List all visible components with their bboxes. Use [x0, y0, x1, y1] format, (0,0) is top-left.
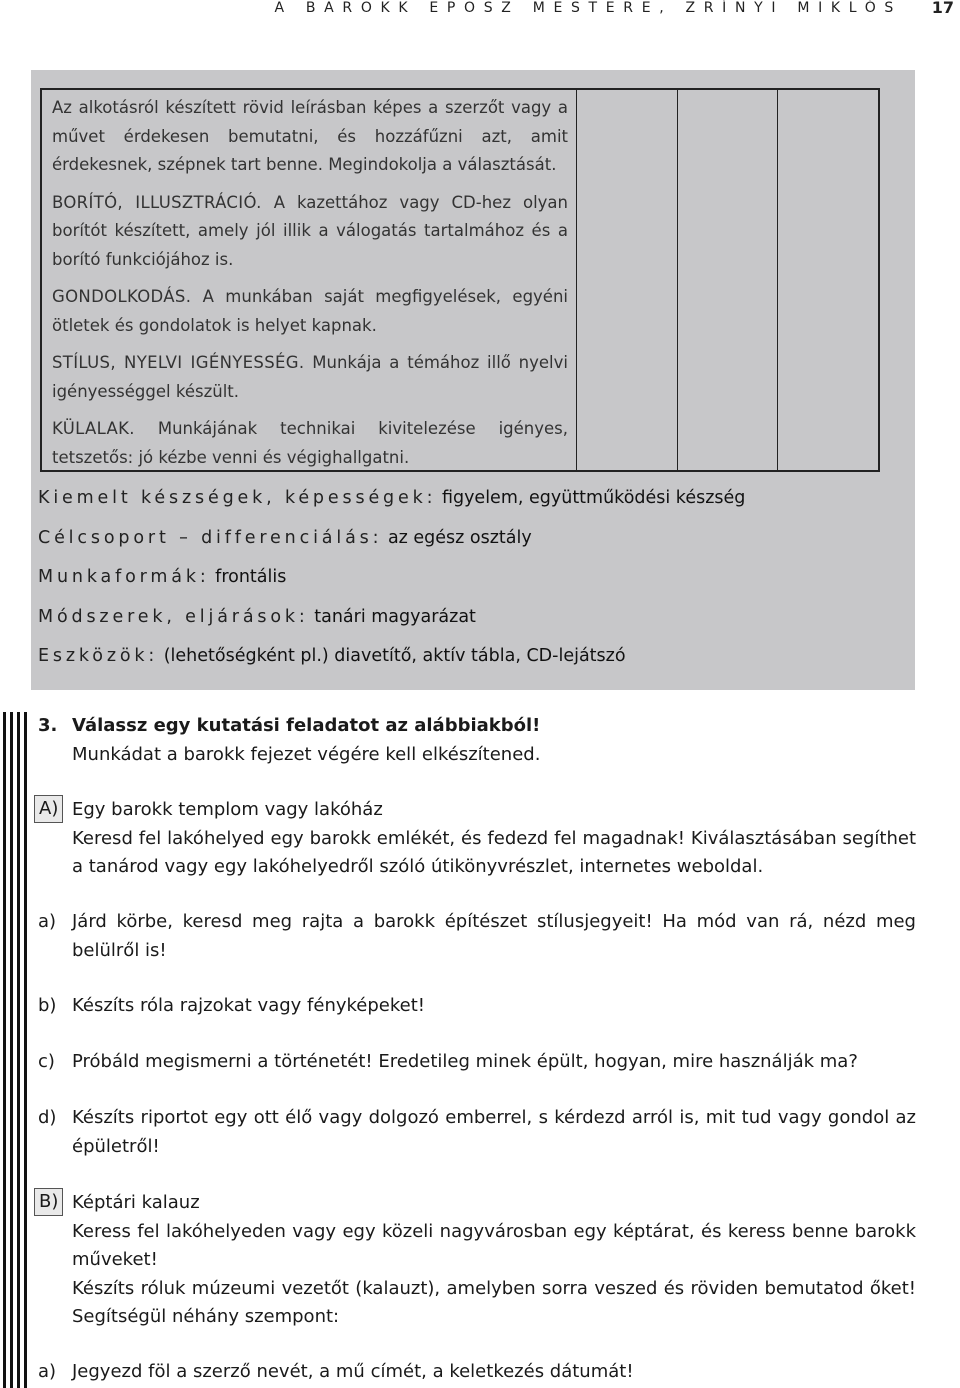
criteria-table [40, 88, 880, 472]
margin-rule [0, 712, 28, 1388]
task-subtitle: Munkádat a barokk fejezet végére kell elkészítened. [72, 743, 541, 765]
criterion-heading: STÍLUS, NYELVI IGÉNYESSÉG. [52, 353, 305, 372]
task-title: Válassz egy kutatási feladatot az alábbiakból! [72, 715, 541, 736]
option-text: Keresd fel lakóhelyed egy barokk emlékét, és fedezd fel magadnak! Kiválasztásában segíthet a tanárod vagy egy lakóhelyedről szóló útikönyvrészlet, internetes weboldal. [72, 827, 916, 877]
list-item [38, 1358, 916, 1387]
list-item [38, 908, 916, 965]
meta-key: Eszközök: [38, 646, 159, 666]
running-title: A BAROKK EPOSZ MESTERE, ZRÍNYI MIKLÓS [274, 0, 902, 16]
score-column[interactable] [678, 90, 779, 470]
criterion-style [52, 349, 568, 406]
option-title: Egy barokk templom vagy lakóház [72, 799, 383, 820]
meta-work-forms [38, 567, 286, 587]
criterion-heading: GONDOLKODÁS. [52, 287, 192, 306]
option-text: Keress fel lakóhelyeden vagy egy közeli nagyvárosban egy képtárat, és keress benne barokk műveket! [72, 1220, 916, 1270]
option-b [38, 1189, 916, 1332]
score-column[interactable] [577, 90, 678, 470]
criterion-text: Munkája a témához illő nyelvi igényességgel készült. [52, 353, 568, 401]
criterion-text: Munkájának technikai kivitelezése igényes, tetszetős: jó kézbe venni és végighallgatni. [52, 419, 568, 467]
item-label: a) [38, 911, 57, 932]
list-item [38, 1104, 916, 1161]
meta-value: frontális [209, 567, 287, 587]
criterion-cover [52, 189, 568, 275]
meta-key: Célcsoport – differenciálás: [38, 528, 383, 548]
meta-value: figyelem, együttműködési készség [436, 488, 746, 508]
option-title: Képtári kalauz [72, 1192, 200, 1213]
item-text: Készíts róla rajzokat vagy fényképeket! [72, 995, 425, 1016]
meta-target-group [38, 528, 532, 548]
option-label: A) [34, 795, 63, 823]
meta-methods [38, 607, 476, 627]
criterion-text: A kazettához vagy CD-hez olyan borítót készített, amely jól illik a válogatás tartalmához és a borító funkciójához is. [52, 192, 568, 269]
criterion-appearance [52, 415, 568, 472]
list-item [38, 992, 916, 1021]
meta-key: Munkaformák: [38, 567, 210, 587]
criterion-heading: KÜLALAK. [52, 419, 135, 438]
list-item [38, 1048, 916, 1077]
meta-value: (lehetőségként pl.) diavetítő, aktív tábla, CD-lejátszó [158, 646, 626, 666]
item-text: Járd körbe, keresd meg rajta a barokk építészet stílusjegyeit! Ha mód van rá, nézd meg belülről is! [72, 911, 916, 961]
item-text: Próbáld megismerni a történetét! Eredetileg minek épült, hogyan, mire használják ma? [72, 1051, 858, 1072]
meta-tools [38, 646, 626, 666]
page-number: 17 [931, 0, 954, 17]
option-label: B) [34, 1188, 63, 1216]
item-label: a) [38, 1361, 57, 1382]
score-column[interactable] [778, 90, 878, 470]
meta-key: Módszerek, eljárások: [38, 607, 309, 627]
task-3 [38, 712, 916, 769]
meta-value: az egész osztály [382, 528, 532, 548]
meta-key: Kiemelt készségek, képességek: [38, 488, 437, 508]
item-label: d) [38, 1107, 57, 1128]
task-number: 3. [38, 715, 58, 736]
item-text: Készíts riportot egy ott élő vagy dolgozó emberrel, s kérdezd arról is, mit tud vagy gondol az épületről! [72, 1107, 916, 1157]
criterion-thinking [52, 283, 568, 340]
criterion-heading: BORÍTÓ, ILLUSZTRÁCIÓ. [52, 192, 262, 212]
item-label: b) [38, 995, 57, 1016]
item-text: Jegyezd föl a szerző nevét, a mű címét, a keletkezés dátumát! [72, 1361, 634, 1382]
running-header [0, 0, 960, 22]
option-text: Készíts róluk múzeumi vezetőt (kalauzt), amelyben sorra veszed és röviden bemutatod őket! Segítségül néhány szempont: [72, 1277, 916, 1327]
criterion-text: A munkában saját megfigyelések, egyéni ötletek és gondolatok is helyet kapnak. [52, 287, 568, 335]
criteria-text-cell [42, 90, 577, 470]
meta-value: tanári magyarázat [308, 607, 476, 627]
meta-skills [38, 488, 745, 508]
criteria-intro: Az alkotásról készített rövid leírásban képes a szerzőt vagy a művet érdekesen bemutatni, és hozzáfűzni azt, amit érdekesnek, szépnek tart benne. Megindokolja a választását. [52, 98, 568, 174]
item-label: c) [38, 1051, 55, 1072]
option-a [38, 796, 916, 882]
